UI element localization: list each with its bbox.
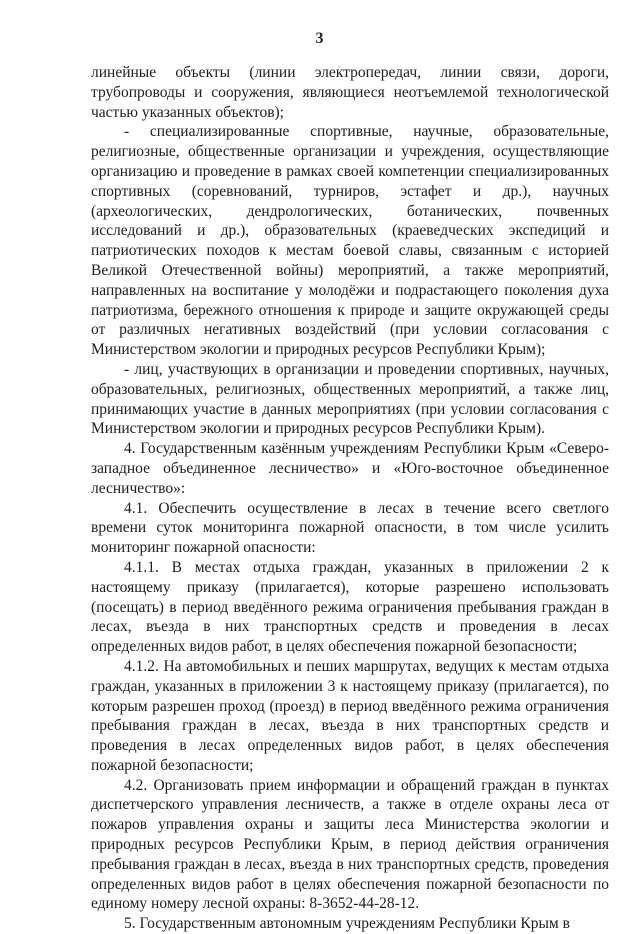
paragraph: - специализированные спортивные, научные, образовательные, религиозные, общественные организации и учреждения, осуществляющие организацию и проведение в рамках своей компетенции специализированных спортивных (соревнований, турниров, эстафет и др.), научных (археологических, дендрологических, ботанических, почвенных исследований и др.), образовательных (краеведческих экспедиций и патриотических походов к местам боевой славы, связанным с историей Великой Отечественной войны) мероприятий, а также мероприятий, направленных на воспитание у молодёжи и подрастающего поколения духа патриотизма, бережного отношения к природе и защите окружающей среды от различных негативных воздействий (при условии согласования с Министерством экологии и природных ресурсов Республики Крым); (91, 123, 609, 359)
paragraph: 4.1.1. В местах отдыха граждан, указанных в приложении 2 к настоящему приказу (прилагается), которые разрешено использовать (посещать) в период введённого режима ограничения пребывания граждан в лесах, въезда в них транспортных средств и проведения в лесах определенных видов работ, в целях обеспечения пожарной безопасности; (91, 558, 609, 656)
paragraph: - лиц, участвующих в организации и проведении спортивных, научных, образовательных, религиозных, общественных мероприятий, а также лиц, принимающих участие в данных мероприятиях (при условии согласования с Министерством экологии и природных ресурсов Республики Крым). (91, 360, 609, 438)
paragraph: 4. Государственным казённым учреждениям Республики Крым «Северо-западное объединенное лесничество» и «Юго-восточное объединенное лесничество»: (91, 440, 609, 497)
paragraph: 4.1. Обеспечить осуществление в лесах в течение всего светлого времени суток мониторинга пожарной опасности, в том числе усилить мониторинг пожарной опасности: (91, 499, 609, 557)
document-body (91, 63, 609, 934)
paragraph: 4.1.2. На автомобильных и пеших маршрутах, ведущих к местам отдыха граждан, указанных в приложении 3 к настоящему приказу (прилагается), по которым разрешен проход (проезд) в период введённого режима ограничения пребывания граждан в лесах, въезда в них транспортных средств и проведения в лесах определенных видов работ, в целях обеспечения пожарной безопасности; (91, 657, 609, 774)
paragraph: 4.2. Организовать прием информации и обращений граждан в пунктах диспетчерского управления лесничеств, а также в отделе охраны леса от пожаров управления охраны и защиты леса Министерства экологии и природных ресурсов Республики Крым, в период действия ограничения пребывания граждан в лесах, въезда в них транспортных средств, проведения определенных видов работ в целях обеспечения пожарной безопасности по единому номеру лесной охраны: 8-3652-44-28-12. (91, 776, 609, 913)
paragraph: 5. Государственным автономным учреждениям Республики Крым в (124, 915, 570, 933)
page-number: 3 (315, 30, 324, 47)
paragraph: линейные объекты (линии электропередач, линии связи, дороги, трубопроводы и сооружения, являющиеся неотъемлемой технологической частью указанных объектов); (91, 64, 609, 121)
